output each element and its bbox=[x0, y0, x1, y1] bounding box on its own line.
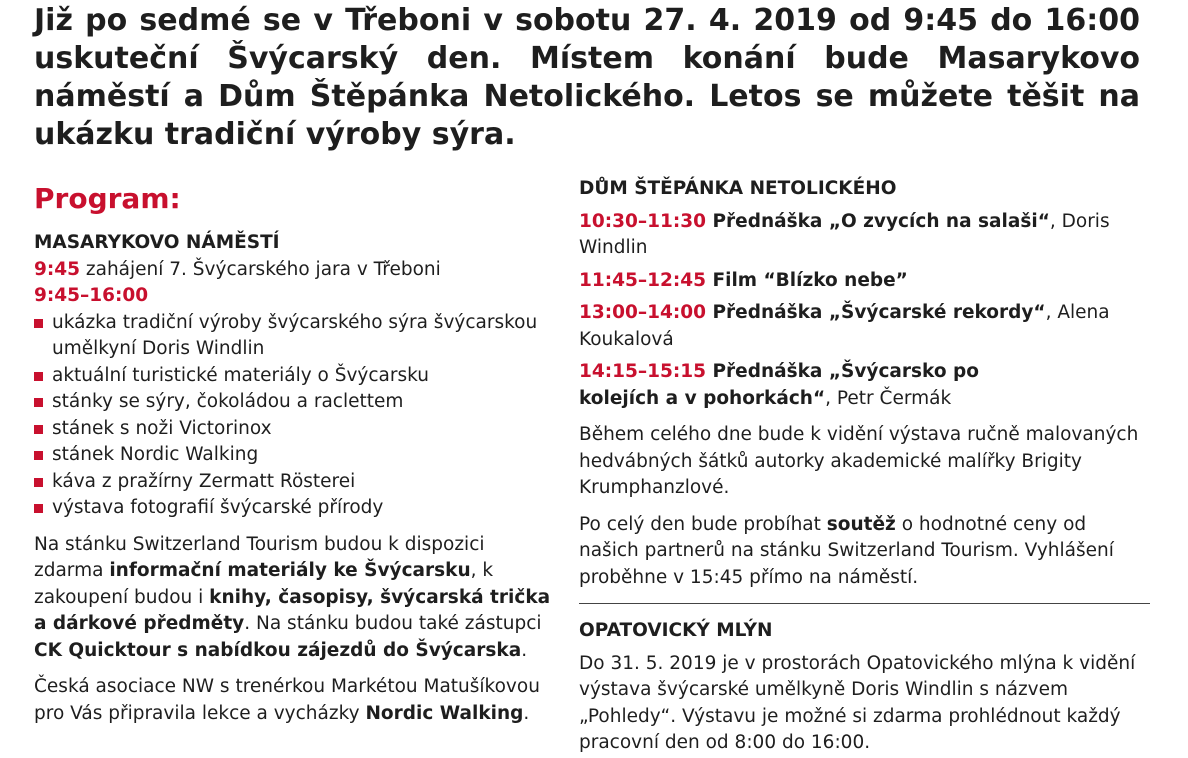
event-time: 13:00–14:00 bbox=[579, 302, 707, 323]
event-item bbox=[579, 359, 1049, 412]
program-left-column bbox=[34, 182, 554, 727]
event-title: Přednáška „Švýcarské rekordy“ bbox=[706, 302, 1046, 323]
event-speaker: , Alena Koukalová bbox=[579, 302, 1110, 350]
nw-text: . bbox=[523, 702, 530, 724]
tourism-text: Na stánku Switzerland Tourism budou k dispozici zdarma bbox=[34, 533, 485, 581]
tourism-text: . Na stánku budou také zástupci bbox=[244, 613, 542, 634]
program-right-column bbox=[579, 176, 1151, 757]
contest-text: o hodnotné ceny od našich partnerů na stánku Switzerland Tourism. Vyhlášení proběhne v 15:45 přímo na náměstí. bbox=[579, 513, 1114, 588]
tourism-bold: knihy, časopisy, švýcarská trička a dárkové předměty bbox=[34, 586, 551, 634]
event-time: 14:15–15:15 bbox=[579, 361, 707, 382]
event-title: Přednáška „Švýcarsko po kolejích a v pohorkách“ bbox=[579, 361, 979, 409]
section-divider bbox=[579, 603, 1150, 604]
event-speaker: , Petr Čermák bbox=[825, 387, 952, 409]
contest-text: Po celý den bude probíhat bbox=[579, 513, 827, 535]
square-section-title: MASARYKOVO NÁMĚSTÍ bbox=[34, 232, 280, 253]
event-time: 10:30–11:30 bbox=[579, 210, 707, 232]
list-item: stánky se sýry, čokoládou a raclettem bbox=[34, 389, 554, 416]
tourism-bold: CK Quicktour s nabídkou zájezdů do Švýcarska bbox=[34, 639, 522, 661]
opening-line bbox=[34, 257, 554, 284]
tourism-paragraph bbox=[34, 532, 554, 665]
event-item bbox=[579, 300, 1151, 353]
event-title: Film “Blízko nebe” bbox=[706, 269, 908, 291]
event-item bbox=[579, 209, 1151, 262]
mill-paragraph: Do 31. 5. 2019 je v prostorách Opatovického mlýna k vidění výstava švýcarské umělkyně Doris Windlin s názvem „Pohledy“. Výstavu je možné si zdarma prohlédnout každý pracovní den od 8:00 do 16:00. bbox=[579, 652, 1136, 753]
mill-section-title: OPATOVICKÝ MLÝN bbox=[579, 620, 773, 641]
nw-text: Česká asociace NW s trenérkou Markétou Matušíkovou pro Vás připravila lekce a vycházky bbox=[34, 676, 540, 724]
opening-time: 9:45 bbox=[34, 258, 81, 280]
nordic-walking-paragraph bbox=[34, 674, 554, 727]
list-item: stánek Nordic Walking bbox=[34, 442, 554, 469]
contest-bold: soutěž bbox=[826, 513, 896, 535]
list-item: aktuální turistické materiály o Švýcarsku bbox=[34, 363, 554, 390]
event-time: 11:45–12:45 bbox=[579, 269, 707, 291]
list-item: stánek s noži Victorinox bbox=[34, 416, 554, 443]
exhibition-paragraph: Během celého dne bude k vidění výstava ručně malovaných hedvábných šátků autorky akademické malířky Brigity Krumphanzlové. bbox=[579, 424, 1139, 498]
tourism-text: , k zakoupení budou i bbox=[34, 560, 494, 608]
nw-bold: Nordic Walking bbox=[365, 702, 524, 724]
tourism-text: . bbox=[521, 639, 528, 661]
event-title: Přednáška „O zvycích na salaši“ bbox=[706, 210, 1050, 232]
house-section-title: DŮM ŠTĚPÁNKA NETOLICKÉHO bbox=[579, 178, 897, 199]
event-item bbox=[579, 268, 1151, 295]
opening-text: zahájení 7. Švýcarského jara v Třeboni bbox=[80, 258, 441, 280]
list-item: ukázka tradiční výroby švýcarského sýra švýcarskou umělkyní Doris Windlin bbox=[34, 310, 554, 363]
event-speaker: , Doris Windlin bbox=[579, 210, 1110, 258]
list-item: výstava fotografií švýcarské přírody bbox=[34, 495, 554, 522]
list-item: káva z pražírny Zermatt Rösterei bbox=[34, 469, 554, 496]
square-activity-list bbox=[34, 310, 554, 522]
allday-time: 9:45–16:00 bbox=[34, 285, 149, 306]
contest-paragraph bbox=[579, 512, 1151, 592]
program-heading: Program: bbox=[34, 182, 181, 215]
intro-paragraph: Již po sedmé se v Třeboni v sobotu 27. 4. 2019 od 9:45 do 16:00 uskuteční Švýcarský den. Místem konání bude Masarykovo náměstí a Dům Štěpánka Netolického. Letos se můžete těšit na ukázku tradiční výroby sýra. bbox=[34, 3, 1140, 152]
tourism-bold: informační materiály ke Švýcarsku bbox=[109, 560, 471, 581]
